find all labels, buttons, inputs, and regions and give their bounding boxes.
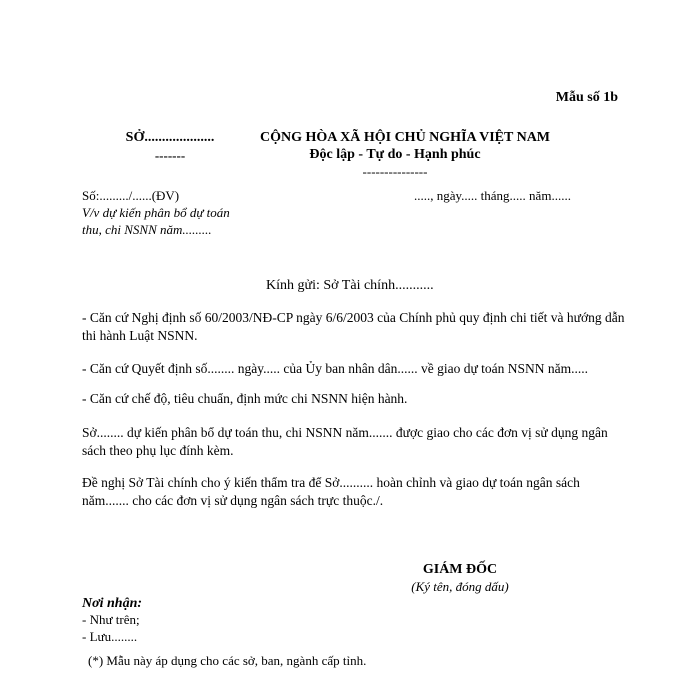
body-paragraph-3: - Căn cứ chế độ, tiêu chuẩn, định mức chi NSNN hiện hành. — [82, 391, 408, 406]
recipient-line: Kính gửi: Sở Tài chính........... — [266, 278, 434, 293]
body-paragraph-1: - Căn cứ Nghị định số 60/2003/NĐ-CP ngày 6/6/2003 của Chính phủ quy định chi tiết và hướng dẫn thi hành Luật NSNN. — [82, 310, 625, 343]
signature-title: GIÁM ĐỐC — [422, 562, 498, 577]
form-number: Mẫu số 1b — [555, 90, 618, 105]
department-name: SỞ.................... — [125, 130, 215, 145]
signature-note: (Ký tên, đóng dấu) — [411, 579, 509, 594]
body-paragraph-5: Đề nghị Sở Tài chính cho ý kiến thẩm tra để Sở.......... hoàn chỉnh và giao dự toán ngân sách năm....... cho các đơn vị sử dụng ngân sách trực thuộc./. — [82, 475, 580, 508]
national-title: CỘNG HÒA XÃ HỘI CHỦ NGHĨA VIỆT NAM — [260, 130, 551, 145]
receiver-item: - Như trên; — [82, 612, 140, 627]
national-motto: Độc lập - Tự do - Hạnh phúc — [309, 147, 481, 162]
body-paragraph-4: Sở........ dự kiến phân bổ dự toán thu, chi NSNN năm....... được giao cho các đơn vị sử dụng ngân sách theo phụ lục đính kèm. — [82, 425, 608, 458]
subject-line-1: V/v dự kiến phân bổ dự toán — [82, 205, 230, 220]
department-divider: ------- — [154, 148, 186, 163]
body-paragraph-2: - Căn cứ Quyết định số........ ngày..... của Ủy ban nhân dân...... về giao dự toán NSNN năm..... — [82, 361, 589, 376]
subject-line-2: thu, chi NSNN năm......... — [82, 222, 212, 237]
document-number: Số:........./......(ĐV) — [82, 188, 180, 203]
date-line: ....., ngày..... tháng..... năm...... — [414, 188, 571, 203]
receivers-label: Nơi nhận: — [82, 596, 143, 611]
receiver-item: - Lưu........ — [82, 629, 138, 644]
motto-divider: --------------- — [362, 164, 428, 179]
footnote: (*) Mẫu này áp dụng cho các sở, ban, ngành cấp tỉnh. — [88, 653, 367, 668]
